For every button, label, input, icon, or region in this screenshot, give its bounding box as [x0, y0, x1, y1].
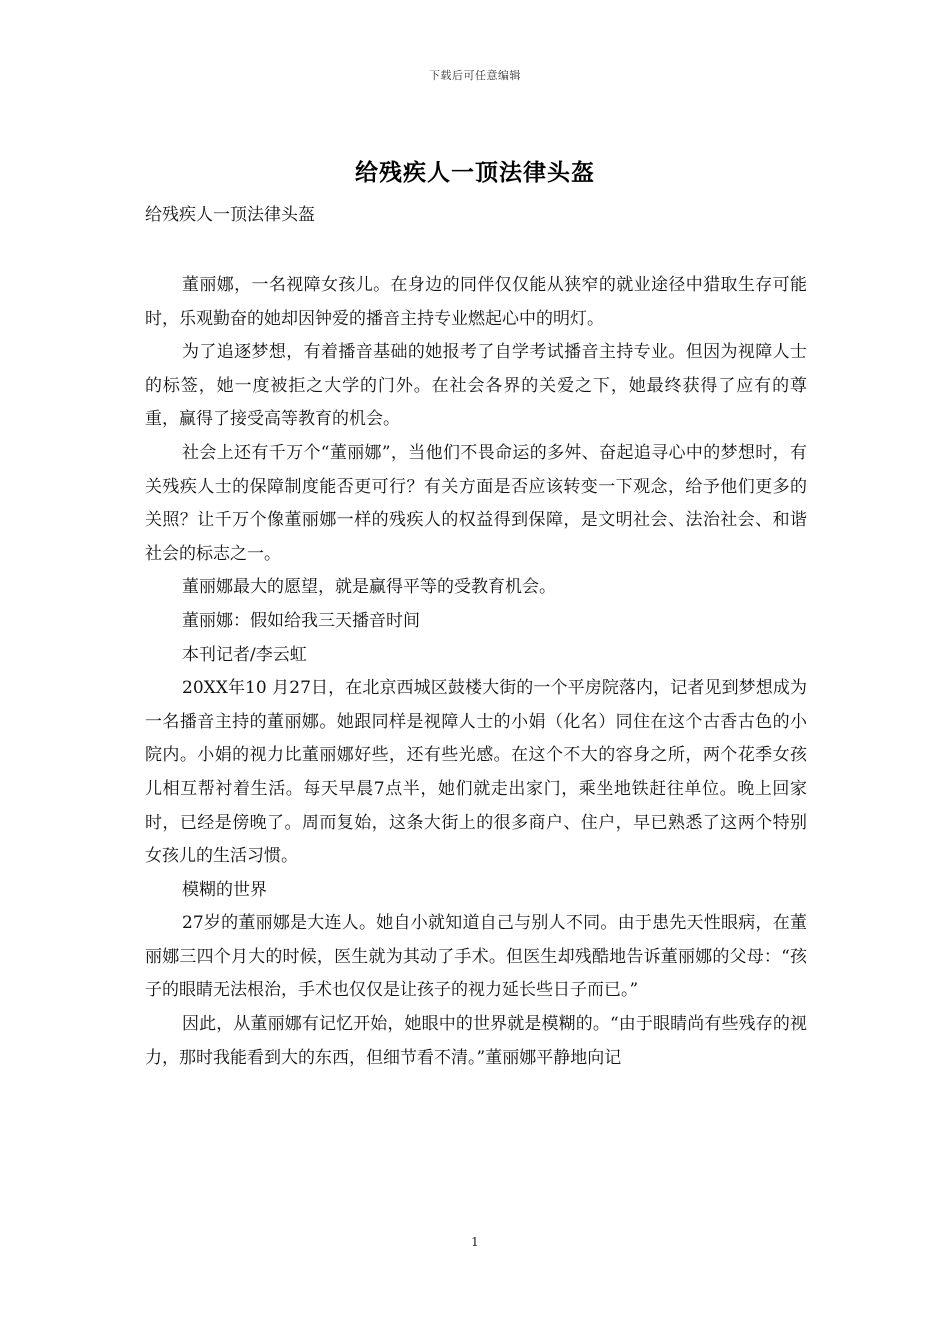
section-heading-blurry-world: 模糊的世界: [182, 879, 267, 900]
paragraph-intro: 董丽娜，一名视障女孩儿。在身边的同伴仅仅能从狭窄的就业途径中猎取生存可能时，乐观勤奋的她却因钟爱的播音主持专业燃起心中的明灯。: [145, 275, 807, 329]
paragraph-society: 社会上还有千万个“董丽娜”，当他们不畏命运的多舛、奋起追寻心中的梦想时，有关残疾人士的保障制度能否更可行？有关方面是否应该转变一下观念，给予他们更多的关照？让千万个像董丽娜一样的残疾人的权益得到保障，是文明社会、法治社会、和谐社会的标志之一。: [145, 442, 807, 564]
reporter-byline: 本刊记者/李云虹: [182, 644, 307, 665]
paragraph-dream: 为了追逐梦想，有着播音基础的她报考了自学考试播音主持专业。但因为视障人士的标签，她一度被拒之大学的门外。在社会各界的关爱之下，她最终获得了应有的尊重，赢得了接受高等教育的机会。: [145, 342, 807, 430]
document-subtitle: 给残疾人一顶法律头盔: [145, 205, 315, 225]
section-heading-broadcast: 董丽娜：假如给我三天播音时间: [182, 610, 420, 631]
page-number: 1: [471, 1235, 479, 1249]
header-note: 下载后可任意编辑: [429, 69, 521, 82]
paragraph-wish: 董丽娜最大的愿望，就是赢得平等的受教育机会。: [182, 577, 556, 598]
paragraph-visit: 20XX年10 月27日，在北京西城区鼓楼大街的一个平房院落内，记者见到梦想成为一名播音主持的董丽娜。她跟同样是视障人士的小娟（化名）同住在这个古香古色的小院内。小娟的视力比董丽娜好些，还有些光感。在这个不大的容身之所，两个花季女孩儿相互帮衬着生活。每天早晨7点半，她们就走出家门，乘坐地铁赶往单位。晚上回家时，已经是傍晚了。周而复始，这条大街上的很多商户、住户，早已熟悉了这两个特别女孩儿的生活习惯。: [145, 678, 807, 867]
paragraph-childhood: 27岁的董丽娜是大连人。她自小就知道自己与别人不同。由于患先天性眼病，在董丽娜三四个月大的时候，医生就为其动了手术。但医生却残酷地告诉董丽娜的父母：“孩子的眼睛无法根治，手术也仅仅是让孩子的视力延长些日子而已。”: [145, 913, 807, 1001]
article-body: [145, 269, 807, 1075]
document-title: 给残疾人一顶法律头盔: [355, 159, 595, 186]
paragraph-memory: 因此，从董丽娜有记忆开始，她眼中的世界就是模糊的。“由于眼睛尚有些残存的视力，那时我能看到大的东西，但细节看不清。”董丽娜平静地向记: [145, 1014, 807, 1068]
